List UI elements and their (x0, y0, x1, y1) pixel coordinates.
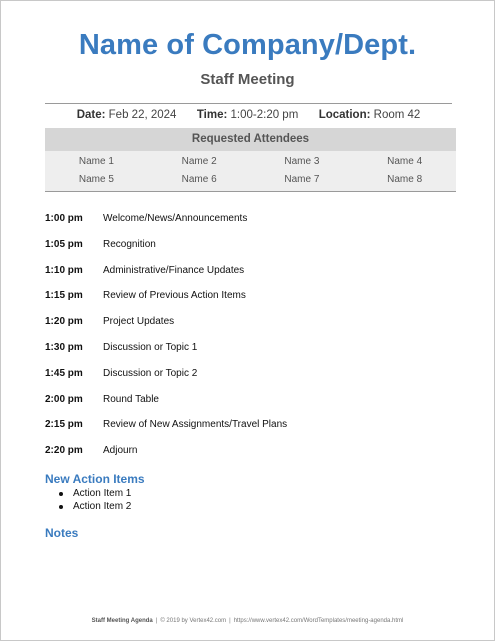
bullet-icon (59, 505, 63, 509)
action-items-heading: New Action Items (45, 472, 145, 486)
attendee-name: Name 4 (387, 156, 423, 167)
action-item (59, 500, 131, 513)
attendees-table (45, 128, 456, 192)
agenda-time: 1:45 pm (45, 367, 83, 379)
attendees-row (45, 171, 456, 189)
action-item-label: Action Item 2 (73, 501, 132, 512)
agenda-row (45, 316, 465, 342)
footer-url[interactable]: https://www.vertex42.com/WordTemplates/meeting-agenda.html (233, 618, 404, 624)
date-value: Feb 22, 2024 (108, 109, 177, 121)
attendees-row (45, 153, 456, 171)
agenda-time: 1:15 pm (45, 290, 83, 302)
agenda-item: Project Updates (103, 316, 175, 328)
notes-heading: Notes (45, 526, 79, 540)
agenda-time: 1:30 pm (45, 341, 83, 353)
agenda-item: Welcome/News/Announcements (103, 213, 248, 224)
location-label: Location: (318, 109, 371, 121)
agenda-time: 1:00 pm (45, 213, 83, 224)
agenda-item: Administrative/Finance Updates (103, 264, 245, 276)
agenda-item: Review of New Assignments/Travel Plans (103, 419, 288, 431)
top-divider (45, 103, 452, 104)
attendee-name: Name 1 (78, 156, 114, 167)
agenda-time: 1:10 pm (45, 264, 83, 276)
agenda-row (45, 265, 465, 291)
agenda-row (45, 445, 465, 471)
agenda-row (45, 290, 465, 316)
location-value: Room 42 (373, 109, 421, 121)
action-item (59, 487, 131, 500)
agenda-row (45, 342, 465, 368)
action-item-label: Action Item 1 (73, 488, 132, 499)
meeting-info (45, 109, 452, 121)
company-name: Name of Company/Dept. (78, 29, 417, 61)
action-items-list (59, 487, 131, 513)
agenda-row (45, 368, 465, 394)
attendee-name: Name 6 (181, 174, 217, 185)
agenda-item: Round Table (103, 393, 159, 405)
agenda-item: Discussion or Topic 1 (103, 341, 198, 353)
time-value: 1:00-2:20 pm (230, 109, 299, 121)
agenda-item: Adjourn (103, 445, 138, 457)
attendee-name: Name 3 (284, 156, 320, 167)
attendees-heading: Requested Attendees (45, 128, 456, 151)
attendee-name: Name 7 (284, 174, 320, 185)
attendee-name: Name 8 (387, 174, 423, 185)
agenda-time: 1:05 pm (45, 238, 83, 250)
agenda-list (45, 213, 465, 471)
attendee-name: Name 5 (78, 174, 114, 185)
agenda-row (45, 213, 465, 239)
agenda-item: Review of Previous Action Items (103, 290, 246, 302)
time-label: Time: (196, 109, 228, 121)
footer-copyright: © 2019 by Vertex42.com (160, 618, 227, 624)
agenda-item: Discussion or Topic 2 (103, 367, 198, 379)
agenda-time: 2:20 pm (45, 445, 83, 457)
agenda-row (45, 239, 465, 265)
page-footer: Staff Meeting Agenda | © 2019 by Vertex42.com | https://www.vertex42.com/WordTemplates/meeting-agenda.html (91, 618, 404, 624)
meeting-title: Staff Meeting (200, 71, 295, 88)
agenda-time: 2:15 pm (45, 419, 83, 431)
agenda-time: 1:20 pm (45, 316, 83, 328)
agenda-time: 2:00 pm (45, 393, 83, 405)
agenda-item: Recognition (103, 238, 156, 250)
date-label: Date: (76, 109, 106, 121)
agenda-row (45, 394, 465, 420)
attendee-name: Name 2 (181, 156, 217, 167)
footer-title: Staff Meeting Agenda (91, 618, 153, 624)
attendees-list (45, 151, 456, 192)
agenda-row (45, 419, 465, 445)
bullet-icon (59, 492, 63, 496)
